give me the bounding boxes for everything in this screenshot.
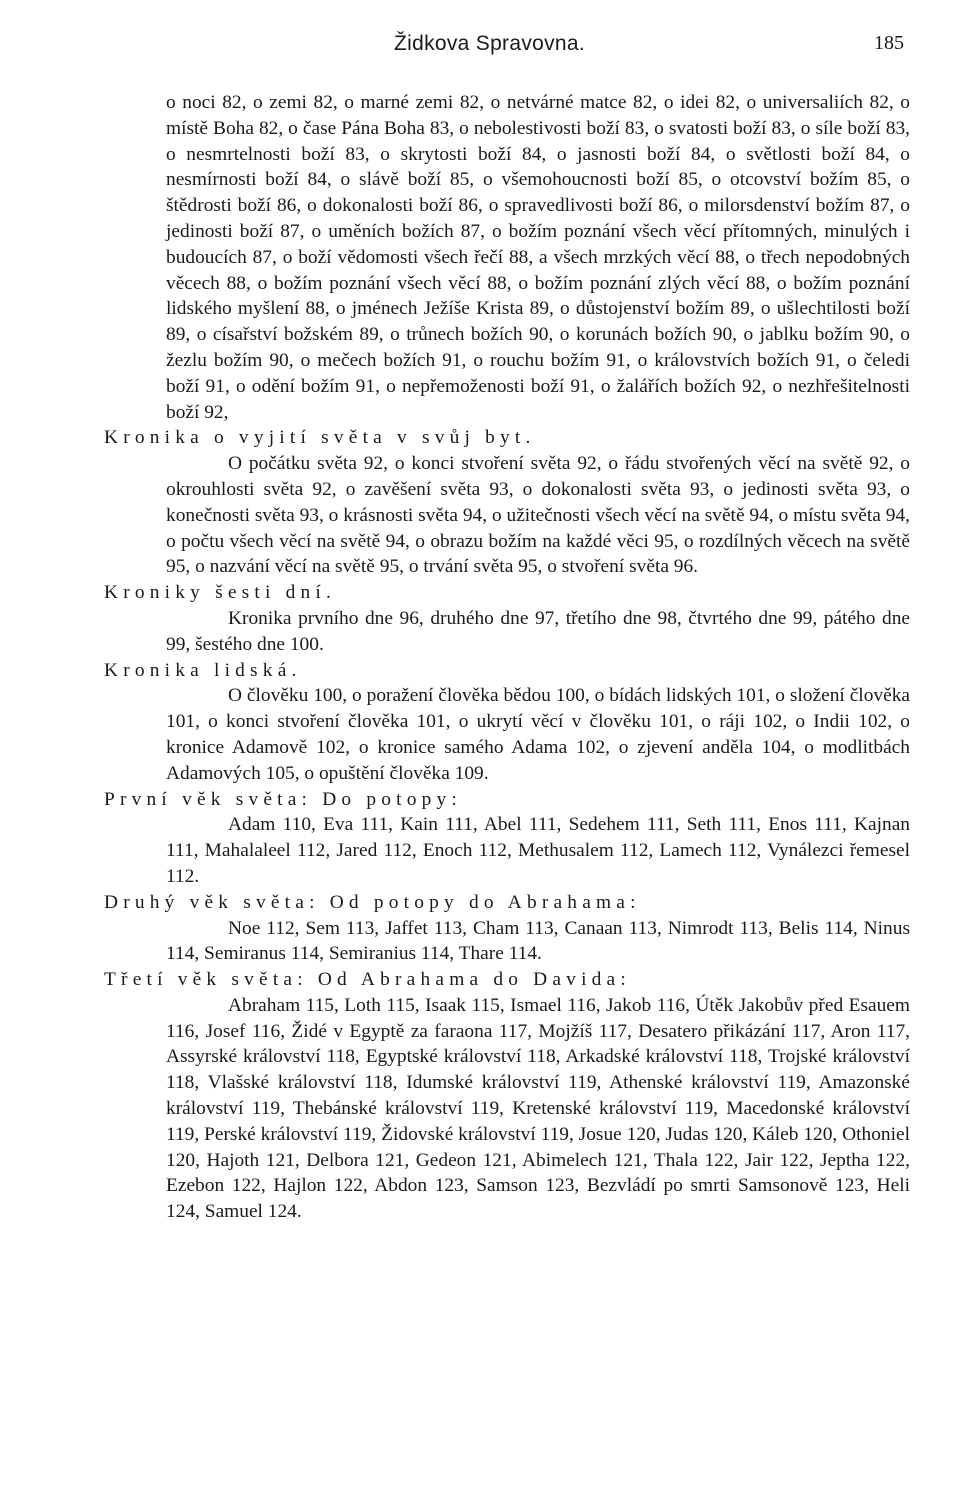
section-heading: Druhý věk světa: Od potopy do Abrahama:: [104, 891, 641, 913]
section-paragraph: Kronika prvního dne 96, druhého dne 97, třetího dne 98, čtvrtého dne 99, pátého dne 99, šestého dne 100.: [166, 607, 910, 655]
running-head: [0, 26, 960, 56]
section-paragraph: Noe 112, Sem 113, Jaffet 113, Cham 113, Canaan 113, Nimrodt 113, Belis 114, Ninus 114, Semiranus 114, Semiranius 114, Thare 114.: [166, 917, 910, 965]
section-heading: Kronika lidská.: [104, 659, 302, 681]
intro-paragraph: o noci 82, o zemi 82, o marné zemi 82, o netvárné matce 82, o idei 82, o universaliích 82, o místě Boha 82, o čase Pána Boha 83, o nebolestivosti boží 83, o svatosti boží 83, o síle boží 83, o nesmrtelnosti boží 83, o skrytosti boží 84, o jasnosti boží 84, o světlosti boží 84, o nesmírnosti boží 84, o slávě boží 85, o všemohoucnosti boží 85, o otcovství božím 85, o štědrosti boží 86, o dokonalosti boží 86, o spravedlivosti boží 86, o milorsdenství božím 87, o jedinosti boží 87, o uměních božích 87, o božím poznání všech věcí přítomných, minulých i budoucích 87, o boží vědomosti všech řečí 88, a všech mrzkých věcí 88, o třech nepodobných věcech 88, o božím poznání všech věcí 88, o božím poznání zlých věcí 88, o božím poznání lidského myšlení 88, o jménech Ježíše Krista 89, o důstojenství božím 89, o ušlechtilosti boží 89, o císařství božském 89, o trůnech božích 90, o korunách božích 90, o jablku božím 90, o žezlu božím 90, o mečech božích 91, o rouchu božím 91, o královstvích božích 91, o čeledi boží 91, o odění božím 91, o nepřemoženosti boží 91, o žalářích božích 92, o nezhřešitelnosti boží 92,: [166, 92, 910, 423]
section-paragraph: Abraham 115, Loth 115, Isaak 115, Ismael 116, Jakob 116, Útěk Jakobův před Esauem 116, Josef 116, Židé v Egyptě za faraona 117, Mojžíš 117, Desatero přikázání 117, Aron 117, Assyrské království 118, Egyptské království 118, Arkadské království 118, Trojské království 118, Vlašské království 118, Idumské království 119, Athenské království 119, Amazonské království 119, Thebánské království 119, Kretenské království 119, Macedonské království 119, Perské království 119, Židovské království 119, Josue 120, Judas 120, Káleb 120, Othoniel 120, Hajoth 121, Delbora 121, Gedeon 121, Abimelech 121, Thala 122, Jair 122, Jeptha 122, Ezebon 122, Hajlon 122, Abdon 123, Samson 123, Bezvládí po smrti Samsonově 123, Heli 124, Samuel 124.: [166, 994, 910, 1223]
section-heading: Kronika o vyjití světa v svůj byt.: [104, 427, 536, 449]
section-heading: Třetí věk světa: Od Abrahama do Davida:: [104, 969, 631, 991]
section-paragraph: O počátku světa 92, o konci stvoření světa 92, o řádu stvořených věcí na světě 92, o okrouhlosti světa 92, o zavěšení světa 93, o dokonalosti světa 93, o jedinosti světa 93, o konečnosti světa 93, o krásnosti světa 94, o užitečnosti všech věcí na světě 94, o místu světa 94, o počtu všech věcí na světě 94, o obrazu božím na každé věci 95, o rozdílných věcech na světě 95, o nazvání věcí na světě 95, o trvání světa 95, o stvoření světa 96.: [166, 453, 910, 578]
page-number: 185: [874, 32, 904, 54]
section-paragraph: O člověku 100, o poražení člověka bědou 100, o bídách lidských 101, o složení člověka 101, o konci stvoření člověka 101, o ukrytí věcí v člověku 101, o ráji 102, o Indii 102, o kronice Adamově 102, o kronice samého Adama 102, o zjevení anděla 104, o modlitbách Adamových 105, o opuštění člověka 109.: [166, 685, 910, 784]
index-body: [104, 90, 910, 1225]
running-title: Židkova Spravovna.: [394, 32, 585, 55]
section-heading: První věk světa: Do potopy:: [104, 788, 462, 810]
section-paragraph: Adam 110, Eva 111, Kain 111, Abel 111, Sedehem 111, Seth 111, Enos 111, Kajnan 111, Mahalaleel 112, Jared 112, Enoch 112, Methusalem 112, Lamech 112, Vynálezci řemesel 112.: [166, 814, 910, 887]
section-heading: Kroniky šesti dní.: [104, 582, 337, 604]
